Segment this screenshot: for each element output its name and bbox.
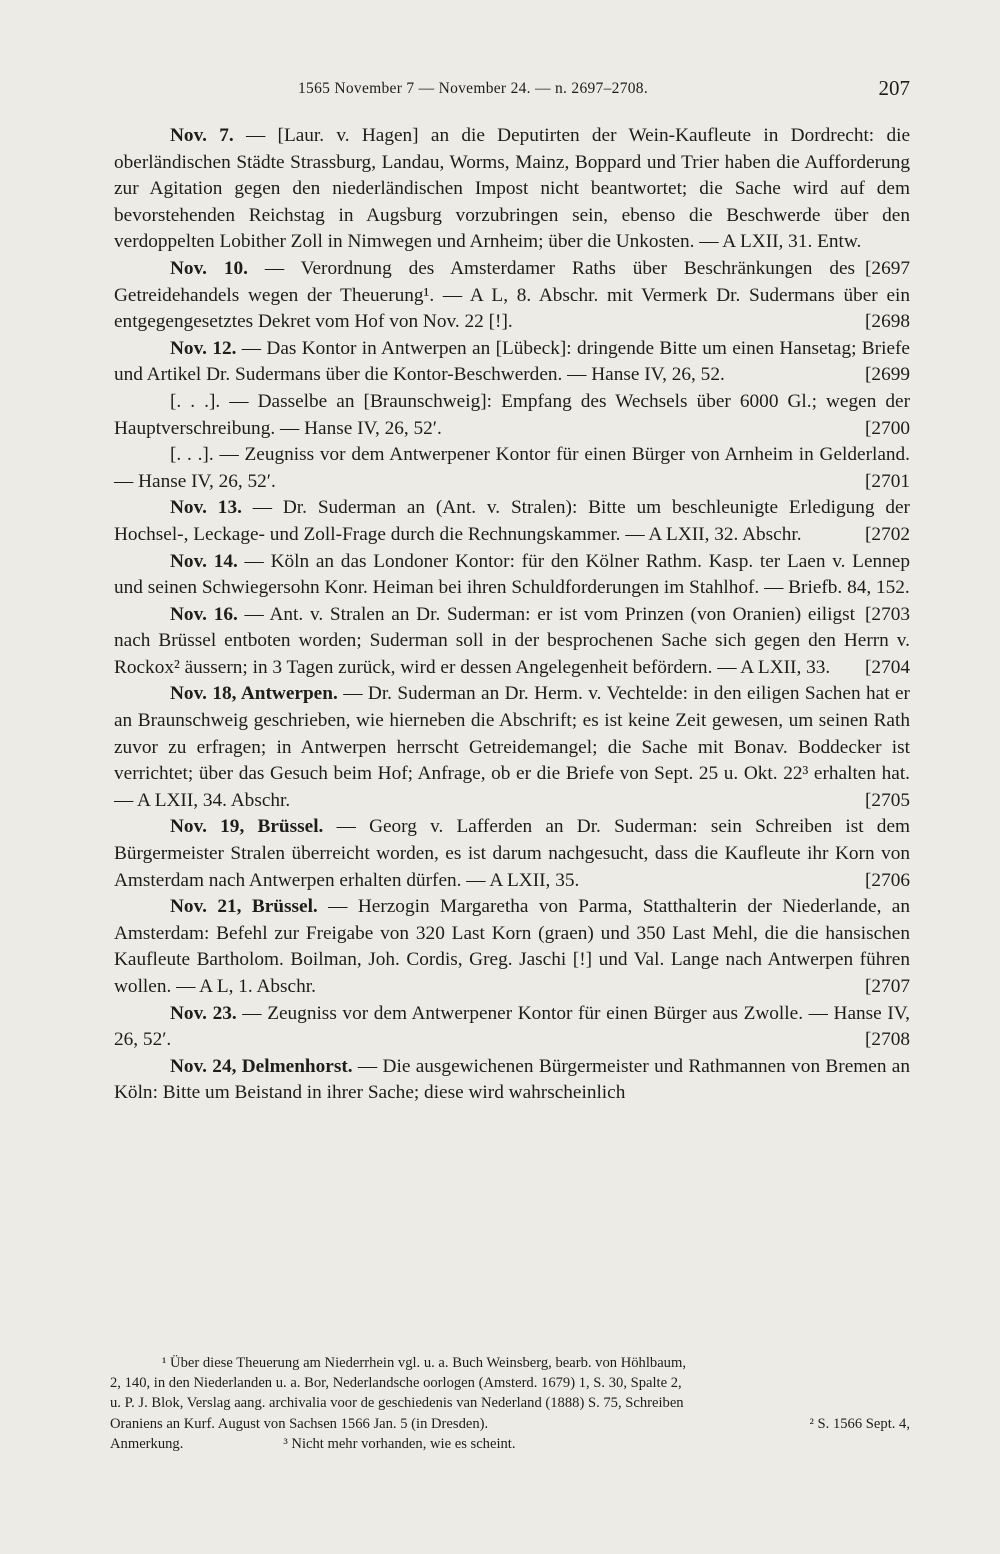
entry-date: Nov. 7. bbox=[170, 125, 234, 146]
footnotes bbox=[110, 1353, 910, 1454]
footnote-text: Anmerkung. bbox=[110, 1435, 184, 1452]
entry-date: Nov. 24, bbox=[170, 1055, 237, 1077]
entry-date: [. . .]. bbox=[170, 444, 214, 466]
entry-date: [. . .]. bbox=[170, 390, 221, 412]
entry-number: [2705 bbox=[865, 789, 910, 811]
entry-date: Nov. 13. bbox=[170, 497, 242, 519]
entry-text: — Die ausgewichenen Bürgermeister und Rathmannen von Bremen an Köln: Bitte um Beistand in ihrer Sache; diese wird wahrscheinlich bbox=[114, 1055, 910, 1104]
footnote-line bbox=[110, 1393, 910, 1413]
regest-entry-2702 bbox=[114, 495, 910, 548]
entry-date: Nov. 12. bbox=[170, 337, 237, 359]
footnote-line bbox=[110, 1434, 910, 1454]
footnote-text: u. P. J. Blok, Verslag aang. archivalia voor de geschiedenis van Nederland (1888) S. 75, Schreiben bbox=[110, 1395, 684, 1412]
entry-text: — Georg v. Lafferden an Dr. Suderman: sein Schreiben ist dem Bürgermeister Stralen überreicht worden, es ist darum nachgesucht, dass die Kaufleute ihr Korn von Amsterdam nach Antwerpen erhalten dürfen. — A LXII, 35. bbox=[114, 816, 910, 891]
entry-text: — Zeugniss vor dem Antwerpener Kontor für einen Bürger aus Zwolle. — Hanse IV, 26, 52′. bbox=[114, 1002, 910, 1051]
entry-date: Nov. 21, bbox=[170, 896, 242, 918]
entry-place: Antwerpen. bbox=[236, 683, 338, 705]
entry-text: — Ant. v. Stralen an Dr. Suderman: er ist vom Prinzen (von Oranien) eiligst nach Brüssel entboten worden; Suderman soll in der besprochenen Sache sich gegen den Herrn v. Rockox² äussern; in 3 Tagen zurück, wird er dessen Angelegenheit befördern. — A LXII, 33. bbox=[114, 603, 910, 678]
entry-number: [2698 bbox=[865, 311, 910, 333]
entry-text: — Das Kontor in Antwerpen an [Lübeck]: dringende Bitte um einen Hansetag; Briefe und Artikel Dr. Sudermans über die Kontor-Beschwerden. — Hanse IV, 26, 52. bbox=[114, 337, 910, 386]
footnote-text: ¹ Über diese Theuerung am Niederrhein vgl. u. a. Buch Weinsberg, bearb. von Höhlbaum, bbox=[162, 1355, 686, 1371]
footnote-text: Oraniens an Kurf. August von Sachsen 1566 Jan. 5 (in Dresden). bbox=[110, 1415, 489, 1432]
entry-date: Nov. 19, bbox=[170, 816, 245, 838]
entry-date: Nov. 14. bbox=[170, 550, 238, 572]
entry-place: Delmenhorst. bbox=[236, 1055, 353, 1077]
footnote-line bbox=[110, 1353, 910, 1373]
regest-entry-2709-start bbox=[114, 1054, 910, 1107]
footnote-line bbox=[110, 1373, 910, 1393]
regest-entry-2698 bbox=[114, 256, 910, 336]
entry-text: — Köln an das Londoner Kontor: für den Kölner Rathm. Kasp. ter Laen v. Lennep und seinen Schwiegersohn Konr. Heiman bei ihren Schuldforderungen im Stahlhof. — Briefb. 84, 152. bbox=[114, 550, 910, 599]
running-head: 1565 November 7 — November 24. — n. 2697–2708. bbox=[298, 80, 649, 97]
footnote-line bbox=[110, 1414, 910, 1434]
regest-entry-2706 bbox=[114, 814, 910, 894]
entry-number: [2707 bbox=[865, 976, 910, 997]
entry-number: [2706 bbox=[865, 869, 910, 891]
regest-entry-2704 bbox=[114, 602, 910, 682]
regest-entry-2700 bbox=[114, 389, 910, 442]
entry-number: [2702 bbox=[865, 523, 910, 545]
entry-text: — Dr. Suderman an (Ant. v. Stralen): Bitte um beschleunigte Erledigung der Hochsel-, Leckage- und Zoll-Frage durch die Rechnungskammer. — A LXII, 32. Abschr. bbox=[114, 497, 910, 545]
entry-text: — Dasselbe an [Braunschweig]: Empfang des Wechsels über 6000 Gl.; wegen der Hauptverschreibung. — Hanse IV, 26, 52′. bbox=[114, 390, 911, 439]
entry-number: [2701 bbox=[865, 470, 910, 492]
entry-date: Nov. 18, bbox=[170, 683, 237, 705]
entry-date: Nov. 23. bbox=[170, 1002, 237, 1024]
entry-number: [2699 bbox=[865, 364, 910, 386]
footnote-text: 2, 140, in den Niederlanden u. a. Bor, Nederlandsche oorlogen (Amsterd. 1679) 1, S. 30, Spalte 2, bbox=[110, 1375, 682, 1392]
regest-entry-2707 bbox=[114, 894, 910, 1000]
footnote-3: ³ Nicht mehr vorhanden, wie es scheint. bbox=[283, 1435, 516, 1452]
regest-entry-2701 bbox=[114, 442, 910, 495]
page-number: 207 bbox=[878, 76, 910, 100]
entry-text: — Zeugniss vor dem Antwerpener Kontor für einen Bürger von Arnheim in Gelderland. — Hanse IV, 26, 52′. bbox=[114, 444, 911, 492]
footnote-2: ² S. 1566 Sept. 4, bbox=[809, 1415, 910, 1432]
entry-place: Brüssel. bbox=[244, 816, 324, 838]
regest-entry-2705 bbox=[114, 681, 910, 814]
entry-number: [2704 bbox=[865, 656, 910, 678]
entry-number: [2697 bbox=[865, 257, 910, 279]
entry-text: — Verordnung des Amsterdamer Raths über Beschränkungen des Getreidehandels wegen der Theuerung¹. — A L, 8. Abschr. mit Vermerk Dr. Sudermans über ein entgegengesetztes Dekret vom Hof von Nov. 22 [!]. bbox=[114, 257, 910, 333]
entry-place: Brüssel. bbox=[241, 896, 318, 918]
entry-number: [2700 bbox=[865, 417, 910, 439]
entry-text: — Herzogin Margaretha von Parma, Statthalterin der Niederlande, an Amsterdam: Befehl zur Freigabe von 320 Last Korn (graen) und 350 Last Mehl, die die hansischen Kaufleute Bartholom. Boilman, Joh. Cordis, Greg. Jaschi [!] und Val. Lange nach Antwerpen führen wollen. — A L, 1. Abschr. bbox=[114, 896, 910, 997]
entry-text: — Dr. Suderman an Dr. Herm. v. Vechtelde: in den eiligen Sachen hat er an Braunschweig geschrieben, wie hierneben die Abschrift; es ist keine Zeit gewesen, um seinen Rath zuvor zu erfragen; in Antwerpen herrscht Getreidemangel; die Sache mit Bonav. Boddecker ist verrichtet; über das Gesuch beim Hof; Anfrage, ob er die Briefe von Sept. 25 u. Okt. 22³ erhalten hat. — A LXII, 34. Abschr. bbox=[114, 683, 910, 811]
entry-date: Nov. 16. bbox=[170, 603, 238, 625]
entry-text: — [Laur. v. Hagen] an die Deputirten der Wein-Kaufleute in Dordrecht: die oberländischen Städte Strassburg, Landau, Worms, Mainz, Boppard und Trier haben die Aufforderung zur Agitation gegen den niederländischen Impost nicht beantwortet; die Sache wird auf dem bevorstehenden Reichstag in Augsburg vorzubringen sein, ebenso die Beschwerde über den verdoppelten Lobither Zoll in Nimwegen und Arnheim; über die Unkosten. — A LXII, 31. Entw. bbox=[114, 125, 910, 253]
regest-list bbox=[114, 123, 910, 1107]
entry-number: [2703 bbox=[865, 603, 910, 625]
regest-entry-2699 bbox=[114, 336, 910, 389]
page-header bbox=[108, 76, 910, 112]
regest-entry-2708 bbox=[114, 1001, 910, 1054]
entry-date: Nov. 10. bbox=[170, 257, 248, 279]
entry-number: [2708 bbox=[865, 1029, 910, 1051]
